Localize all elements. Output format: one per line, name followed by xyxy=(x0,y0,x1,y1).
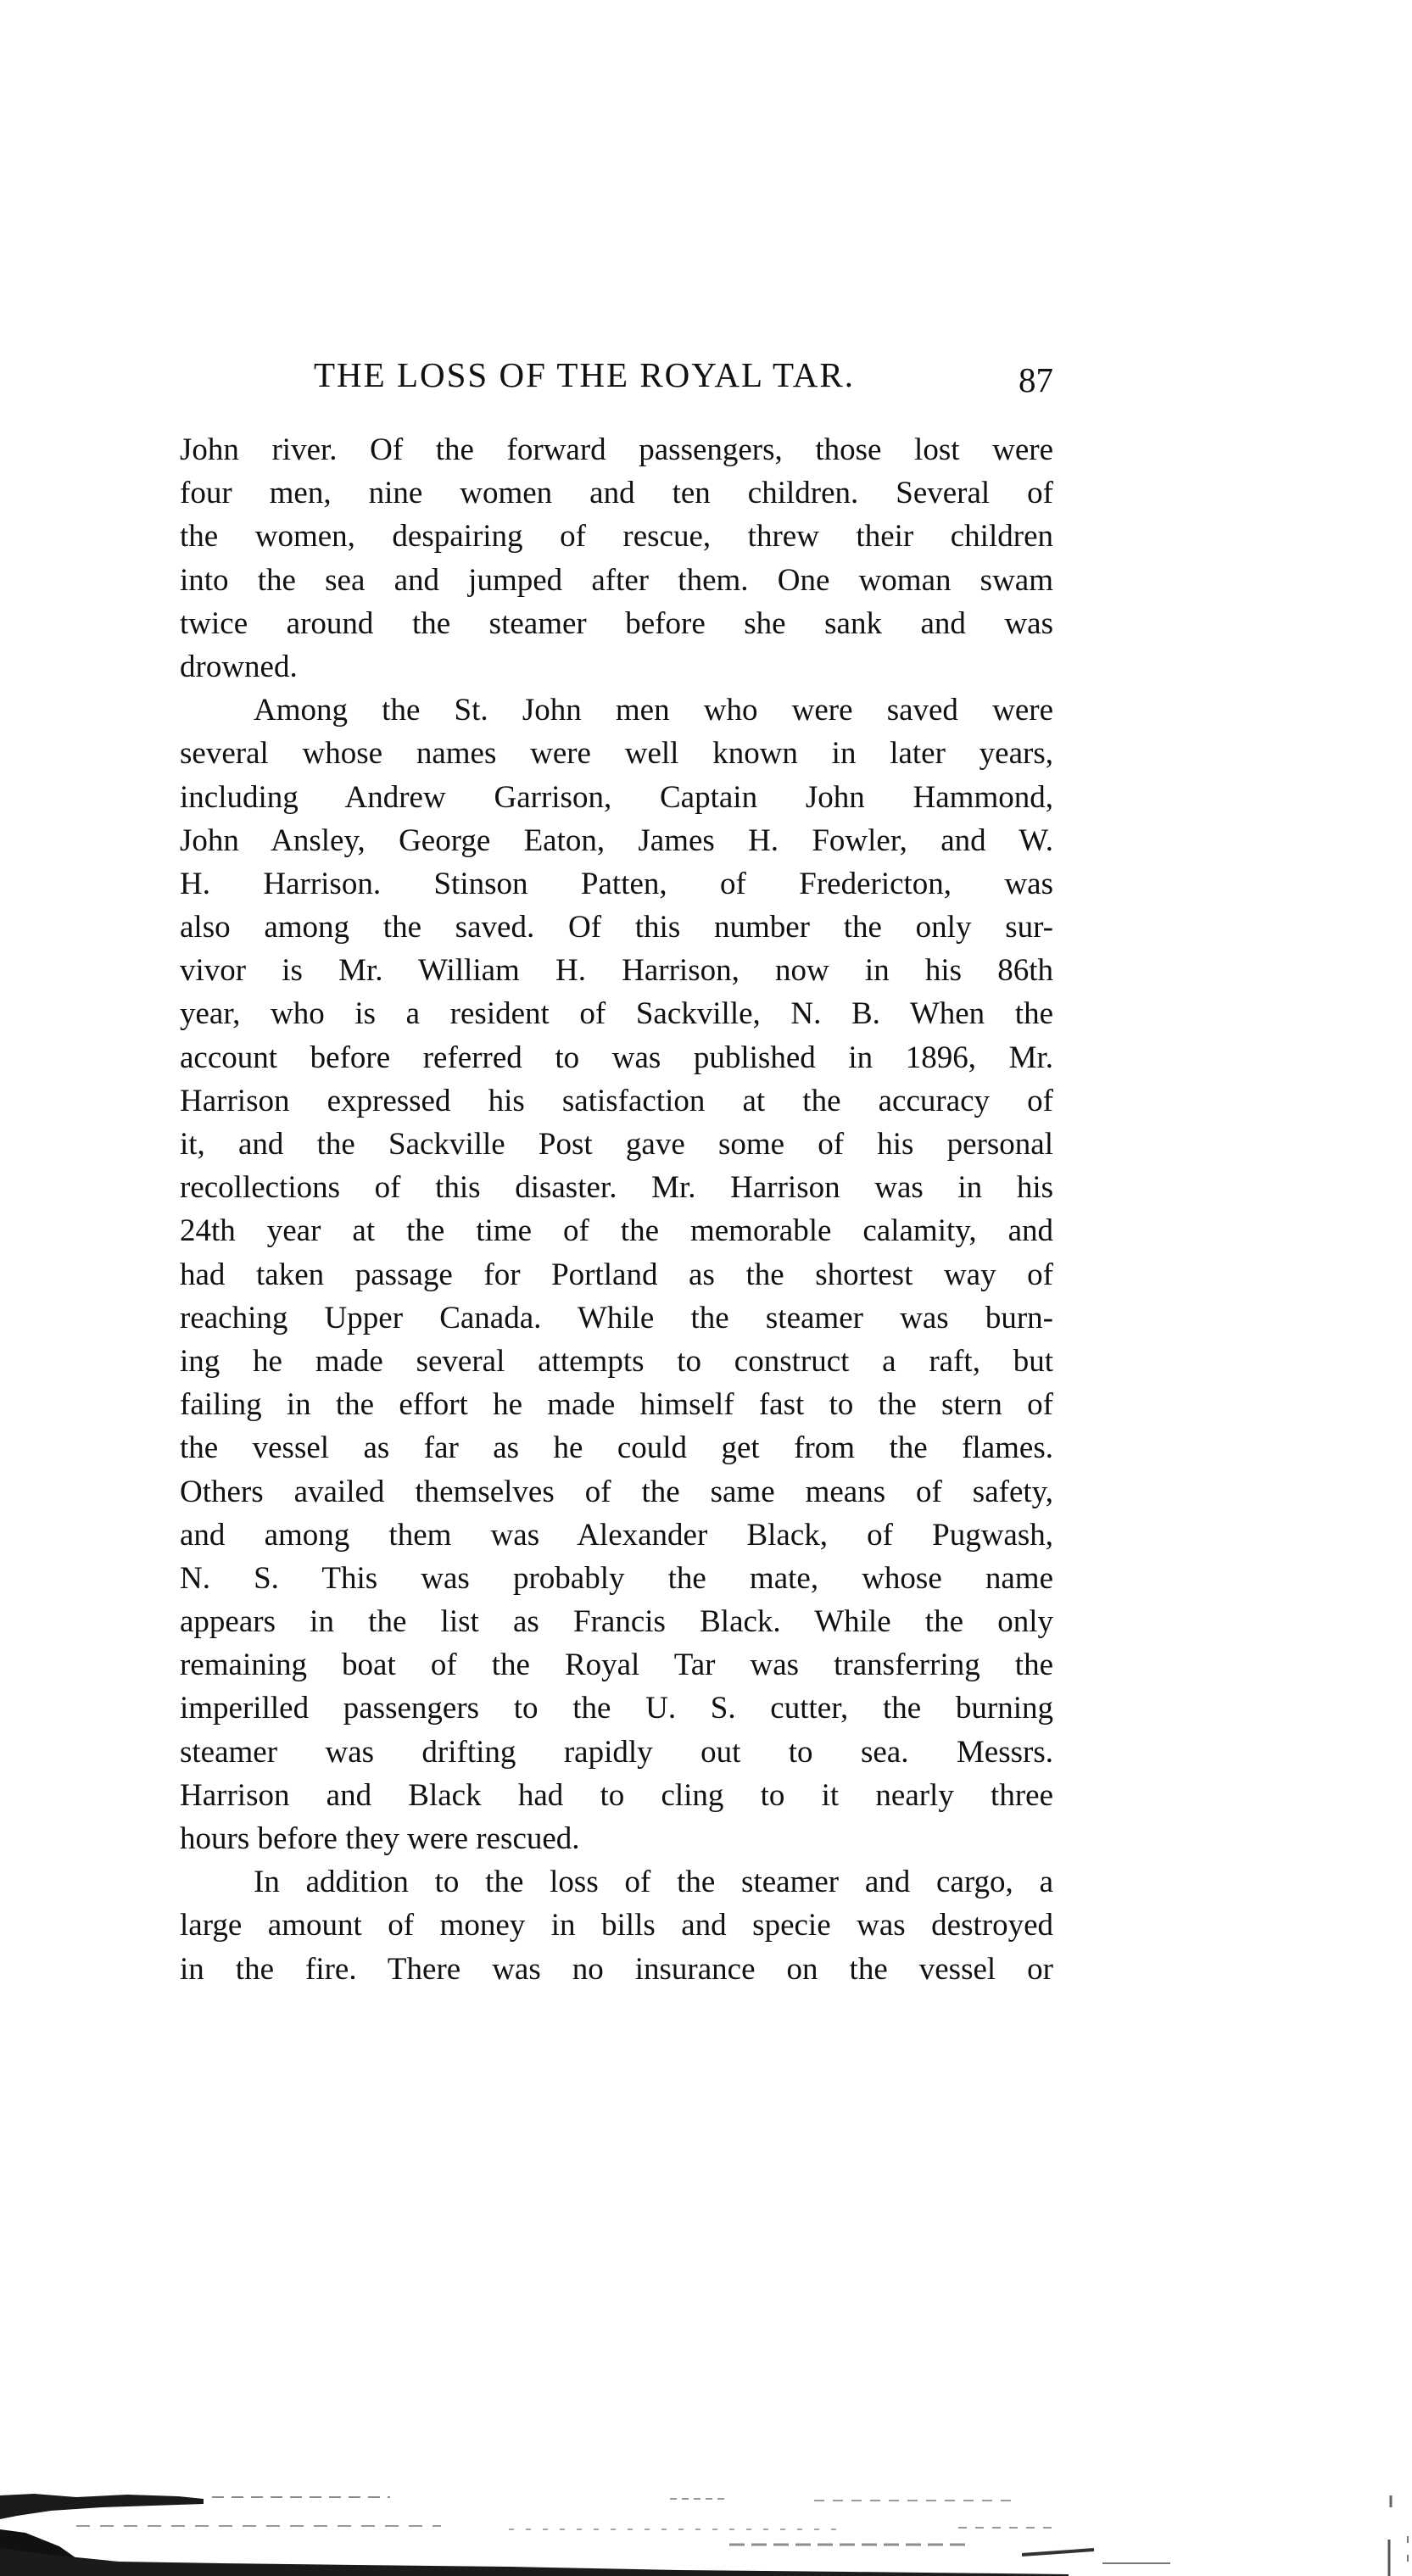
text-line: remaining boat of the Royal Tar was transferring the xyxy=(180,1648,1053,1683)
text-line: John river. Of the forward passengers, those lost were xyxy=(180,432,1053,467)
text-line: Harrison and Black had to cling to it nearly three xyxy=(180,1777,1053,1813)
text-line: the vessel as far as he could get from the flames. xyxy=(180,1430,1053,1466)
text-line: into the sea and jumped after them. One woman swam xyxy=(180,562,1053,598)
text-line: it, and the Sackville Post gave some of his personal xyxy=(180,1127,1053,1162)
text-line: drowned. xyxy=(180,649,298,684)
text-line: imperilled passengers to the U. S. cutter, the burning xyxy=(180,1691,1053,1726)
text-line: Others availed themselves of the same means of safety, xyxy=(180,1474,1053,1509)
text-line: 24th year at the time of the memorable calamity, and xyxy=(180,1213,1053,1249)
text-line: vivor is Mr. William H. Harrison, now in his 86th xyxy=(180,953,1053,989)
text-line: account before referred to was published in 1896, Mr. xyxy=(180,1040,1053,1075)
scan-edge-artifact xyxy=(0,2455,1412,2576)
text-line: H. Harrison. Stinson Patten, of Fredericton, was xyxy=(180,866,1053,901)
text-line: large amount of money in bills and specie was destroyed xyxy=(180,1908,1053,1943)
text-line: four men, nine women and ten children. Several of xyxy=(180,476,1053,511)
body-text xyxy=(180,428,1053,1991)
text-line: several whose names were well known in later years, xyxy=(180,736,1053,772)
text-line: Harrison expressed his satisfaction at the accuracy of xyxy=(180,1083,1053,1118)
text-line: the women, despairing of rescue, threw their children xyxy=(180,519,1053,555)
text-line: in the fire. There was no insurance on the vessel or xyxy=(180,1951,1053,1987)
text-line: had taken passage for Portland as the shortest way of xyxy=(180,1257,1053,1292)
running-head xyxy=(180,349,1053,400)
text-line: also among the saved. Of this number the only sur- xyxy=(180,910,1053,945)
text-line: steamer was drifting rapidly out to sea. Messrs. xyxy=(180,1734,1053,1770)
chapter-title: THE LOSS OF THE ROYAL TAR. xyxy=(314,355,855,394)
text-line: John Ansley, George Eaton, James H. Fowler, and W. xyxy=(180,822,1053,858)
paragraph-start-line: In addition to the loss of the steamer and cargo, a xyxy=(254,1865,1053,1900)
text-line: N. S. This was probably the mate, whose name xyxy=(180,1560,1053,1596)
text-line: hours before they were rescued. xyxy=(180,1821,580,1856)
text-line: appears in the list as Francis Black. While the only xyxy=(180,1604,1053,1640)
text-line: failing in the effort he made himself fast to the stern of xyxy=(180,1387,1053,1423)
text-line: twice around the steamer before she sank and was xyxy=(180,605,1053,641)
text-line: recollections of this disaster. Mr. Harrison was in his xyxy=(180,1170,1053,1206)
text-line: ing he made several attempts to construct a raft, but xyxy=(180,1343,1053,1379)
text-line: reaching Upper Canada. While the steamer was burn- xyxy=(180,1300,1053,1335)
page-number: 87 xyxy=(1019,360,1053,399)
paragraph-start-line: Among the St. John men who were saved were xyxy=(254,693,1053,728)
text-line: and among them was Alexander Black, of Pugwash, xyxy=(180,1517,1053,1553)
text-line: year, who is a resident of Sackville, N. B. When the xyxy=(180,996,1053,1032)
text-line: including Andrew Garrison, Captain John Hammond, xyxy=(180,779,1053,815)
